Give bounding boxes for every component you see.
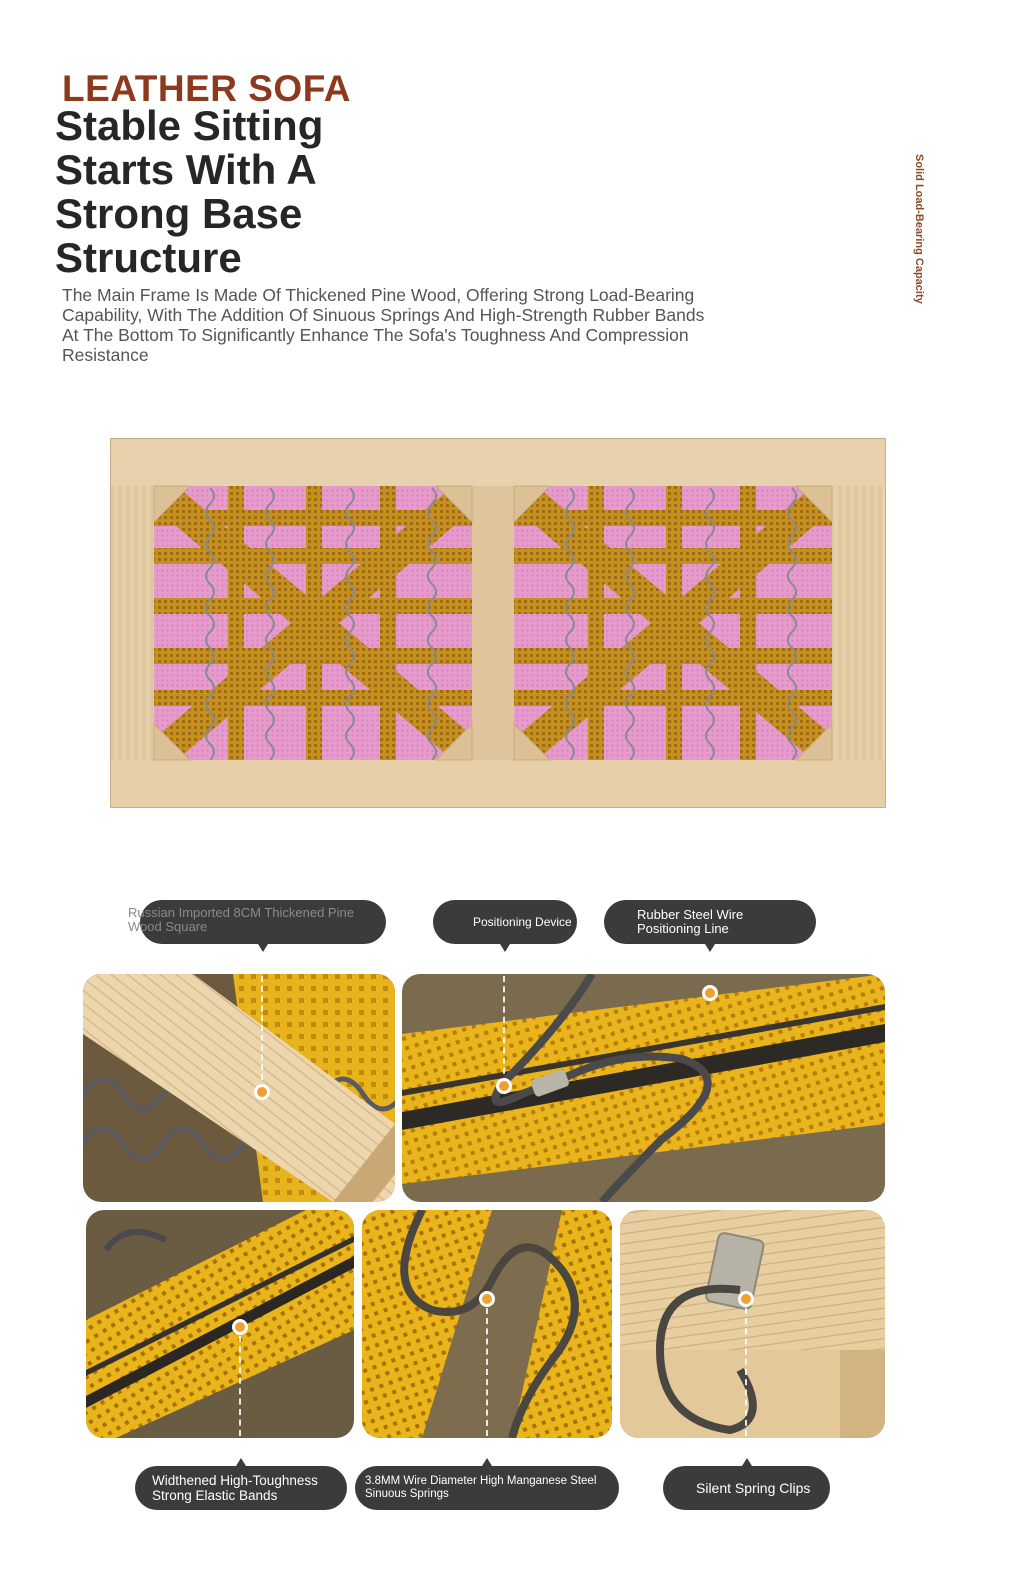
pine-wood-closeup-photo — [83, 974, 395, 1202]
callout-positioning-device — [433, 900, 577, 944]
brand-title: LEATHER SOFA — [62, 68, 351, 109]
callout-pine-wood-line — [261, 976, 263, 1090]
headline — [55, 104, 475, 280]
headline-line: Stable Sitting — [55, 102, 324, 149]
callout-sinuous-springs-line — [486, 1308, 488, 1436]
side-caption — [900, 150, 940, 315]
elastic-bands-closeup-photo — [86, 1210, 354, 1438]
sofa-frame-photo — [110, 438, 886, 808]
spring-clip-closeup-photo — [620, 1210, 885, 1438]
callout-pine-wood-text: Russian Imported 8CM Thickened Pine Wood Square — [128, 905, 354, 934]
callout-positioning-device-text: Positioning Device — [473, 915, 572, 929]
callout-positioning-line — [604, 900, 816, 944]
callout-pine-wood — [128, 900, 386, 944]
callout-positioning-device-line — [503, 976, 505, 1084]
callout-spring-clips-line — [745, 1308, 747, 1436]
headline-line: Starts With A — [55, 146, 317, 193]
callout-positioning-line-dot — [702, 985, 718, 1001]
headline-line: Strong Base — [55, 190, 303, 237]
callout-sinuous-springs-dot — [479, 1291, 495, 1307]
headline-line: Structure — [55, 234, 242, 281]
description: The Main Frame Is Made Of Thickened Pine Wood, Offering Strong Load-Bearing Capability, With The Addition Of Sinuous Springs And High-Strength Rubber Bands At The Bottom To Significantly Enhance The Sofa's Toughness And Compression Resistance — [62, 285, 705, 365]
callout-elastic-bands-line — [239, 1336, 241, 1436]
callout-elastic-bands-dot — [232, 1319, 248, 1335]
callout-spring-clips — [663, 1466, 830, 1510]
callout-elastic-bands — [135, 1466, 347, 1510]
callout-pine-wood-dot — [254, 1084, 270, 1100]
callout-sinuous-springs — [355, 1466, 619, 1510]
callout-positioning-line-text: Rubber Steel Wire Positioning Line — [637, 907, 744, 936]
callout-elastic-bands-text: Widthened High-Toughness Strong Elastic Bands — [152, 1473, 318, 1503]
callout-spring-clips-dot — [738, 1291, 754, 1307]
side-caption-text: Solid Load-Bearing Capacity — [913, 154, 925, 304]
callout-spring-clips-text: Silent Spring Clips — [696, 1480, 811, 1496]
callout-sinuous-springs-text: 3.8MM Wire Diameter High Manganese Steel Sinuous Springs — [365, 1475, 597, 1500]
callout-positioning-device-dot — [496, 1078, 512, 1094]
spring-band-closeup-photo — [402, 974, 885, 1202]
